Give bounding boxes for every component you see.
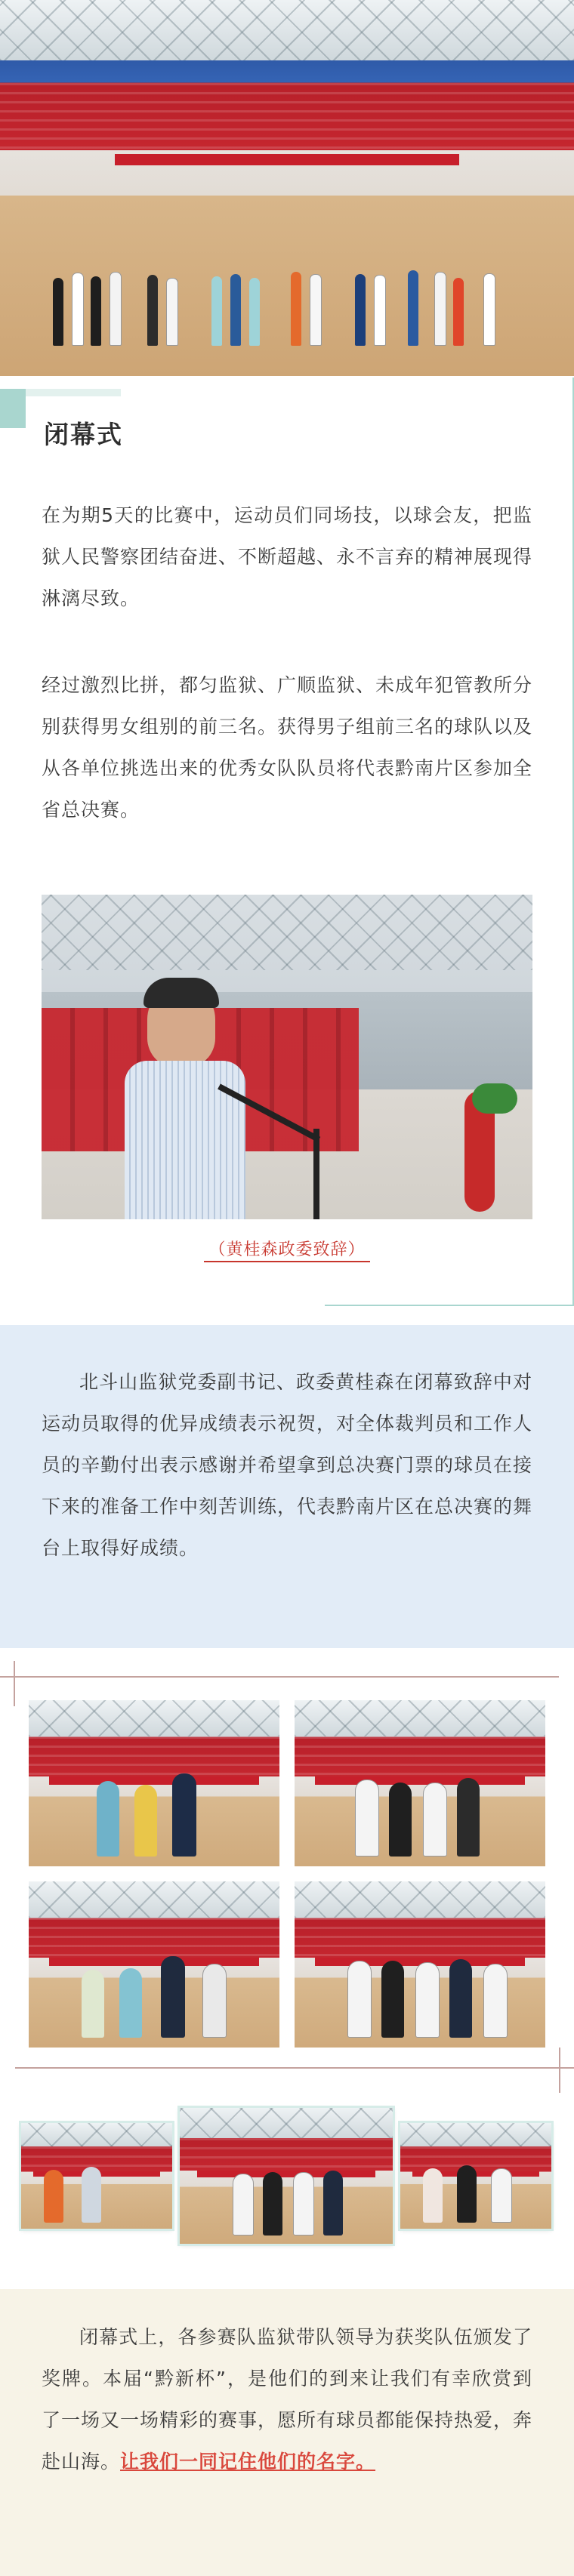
award-presentation-photo-4 <box>295 1881 545 2048</box>
gallery-frame-line <box>14 1661 15 1706</box>
award-presentation-photo-3 <box>29 1881 279 2048</box>
gallery-frame-line <box>15 2067 574 2069</box>
speech-photo <box>42 895 532 1219</box>
award-presentation-photo-6 <box>180 2108 393 2244</box>
award-summary-text <box>42 2316 532 2482</box>
award-presentation-photo-5 <box>21 2123 172 2229</box>
award-presentation-photo-1 <box>29 1700 279 1866</box>
speech-summary-text: 北斗山监狱党委副书记、政委黄桂森在闭幕致辞中对运动员取得的优异成绩表示祝贺，对全体裁判员和工作人员的辛勤付出表示感谢并希望拿到总决赛门票的球员在接下来的准备工作中刻苦训练，代表黔南片区在总决赛的舞台上取得好成绩。 <box>42 1371 533 1559</box>
paragraph-results: 经过激烈比拼，都匀监狱、广顺监狱、未成年犯管教所分别获得男女组别的前三名。获得男子组前三名的球队以及从各单位挑选出来的优秀女队队员将代表黔南片区参加全省总决赛。 <box>42 674 533 821</box>
paragraph-competition-spirit: 在为期5天的比赛中，运动员们同场技，以球会友，把监狱人民警察团结奋进、不断超越、永不言弃的精神展现得淋漓尽致。 <box>42 504 533 609</box>
title-accent-bar <box>0 389 26 428</box>
award-presentation-photo-7 <box>400 2123 551 2229</box>
section-title: 闭幕式 <box>44 420 123 449</box>
gallery-frame-line <box>559 2048 560 2093</box>
hero-photo <box>0 0 574 376</box>
award-presentation-photo-2 <box>295 1700 545 1866</box>
gallery-frame-line <box>0 1676 559 1678</box>
remember-names-link[interactable]: 让我们一同记住他们的名字。 <box>120 2451 376 2473</box>
speech-photo-caption: （黄桂森政委致辞） <box>0 1237 574 1260</box>
speech-summary-block <box>0 1325 574 1648</box>
award-summary-block <box>0 2289 574 2576</box>
title-accent-line <box>26 389 121 396</box>
frame-line <box>325 1305 574 1306</box>
award-summary-body: 闭幕式上，各参赛队监狱带队领导为获奖队伍颁发了奖牌。本届“黔新杯”，是他们的到来让我们有幸欣赏到了一场又一场精彩的赛事，愿所有球员都能保持热爱，奔赴山海。 <box>42 2326 533 2473</box>
